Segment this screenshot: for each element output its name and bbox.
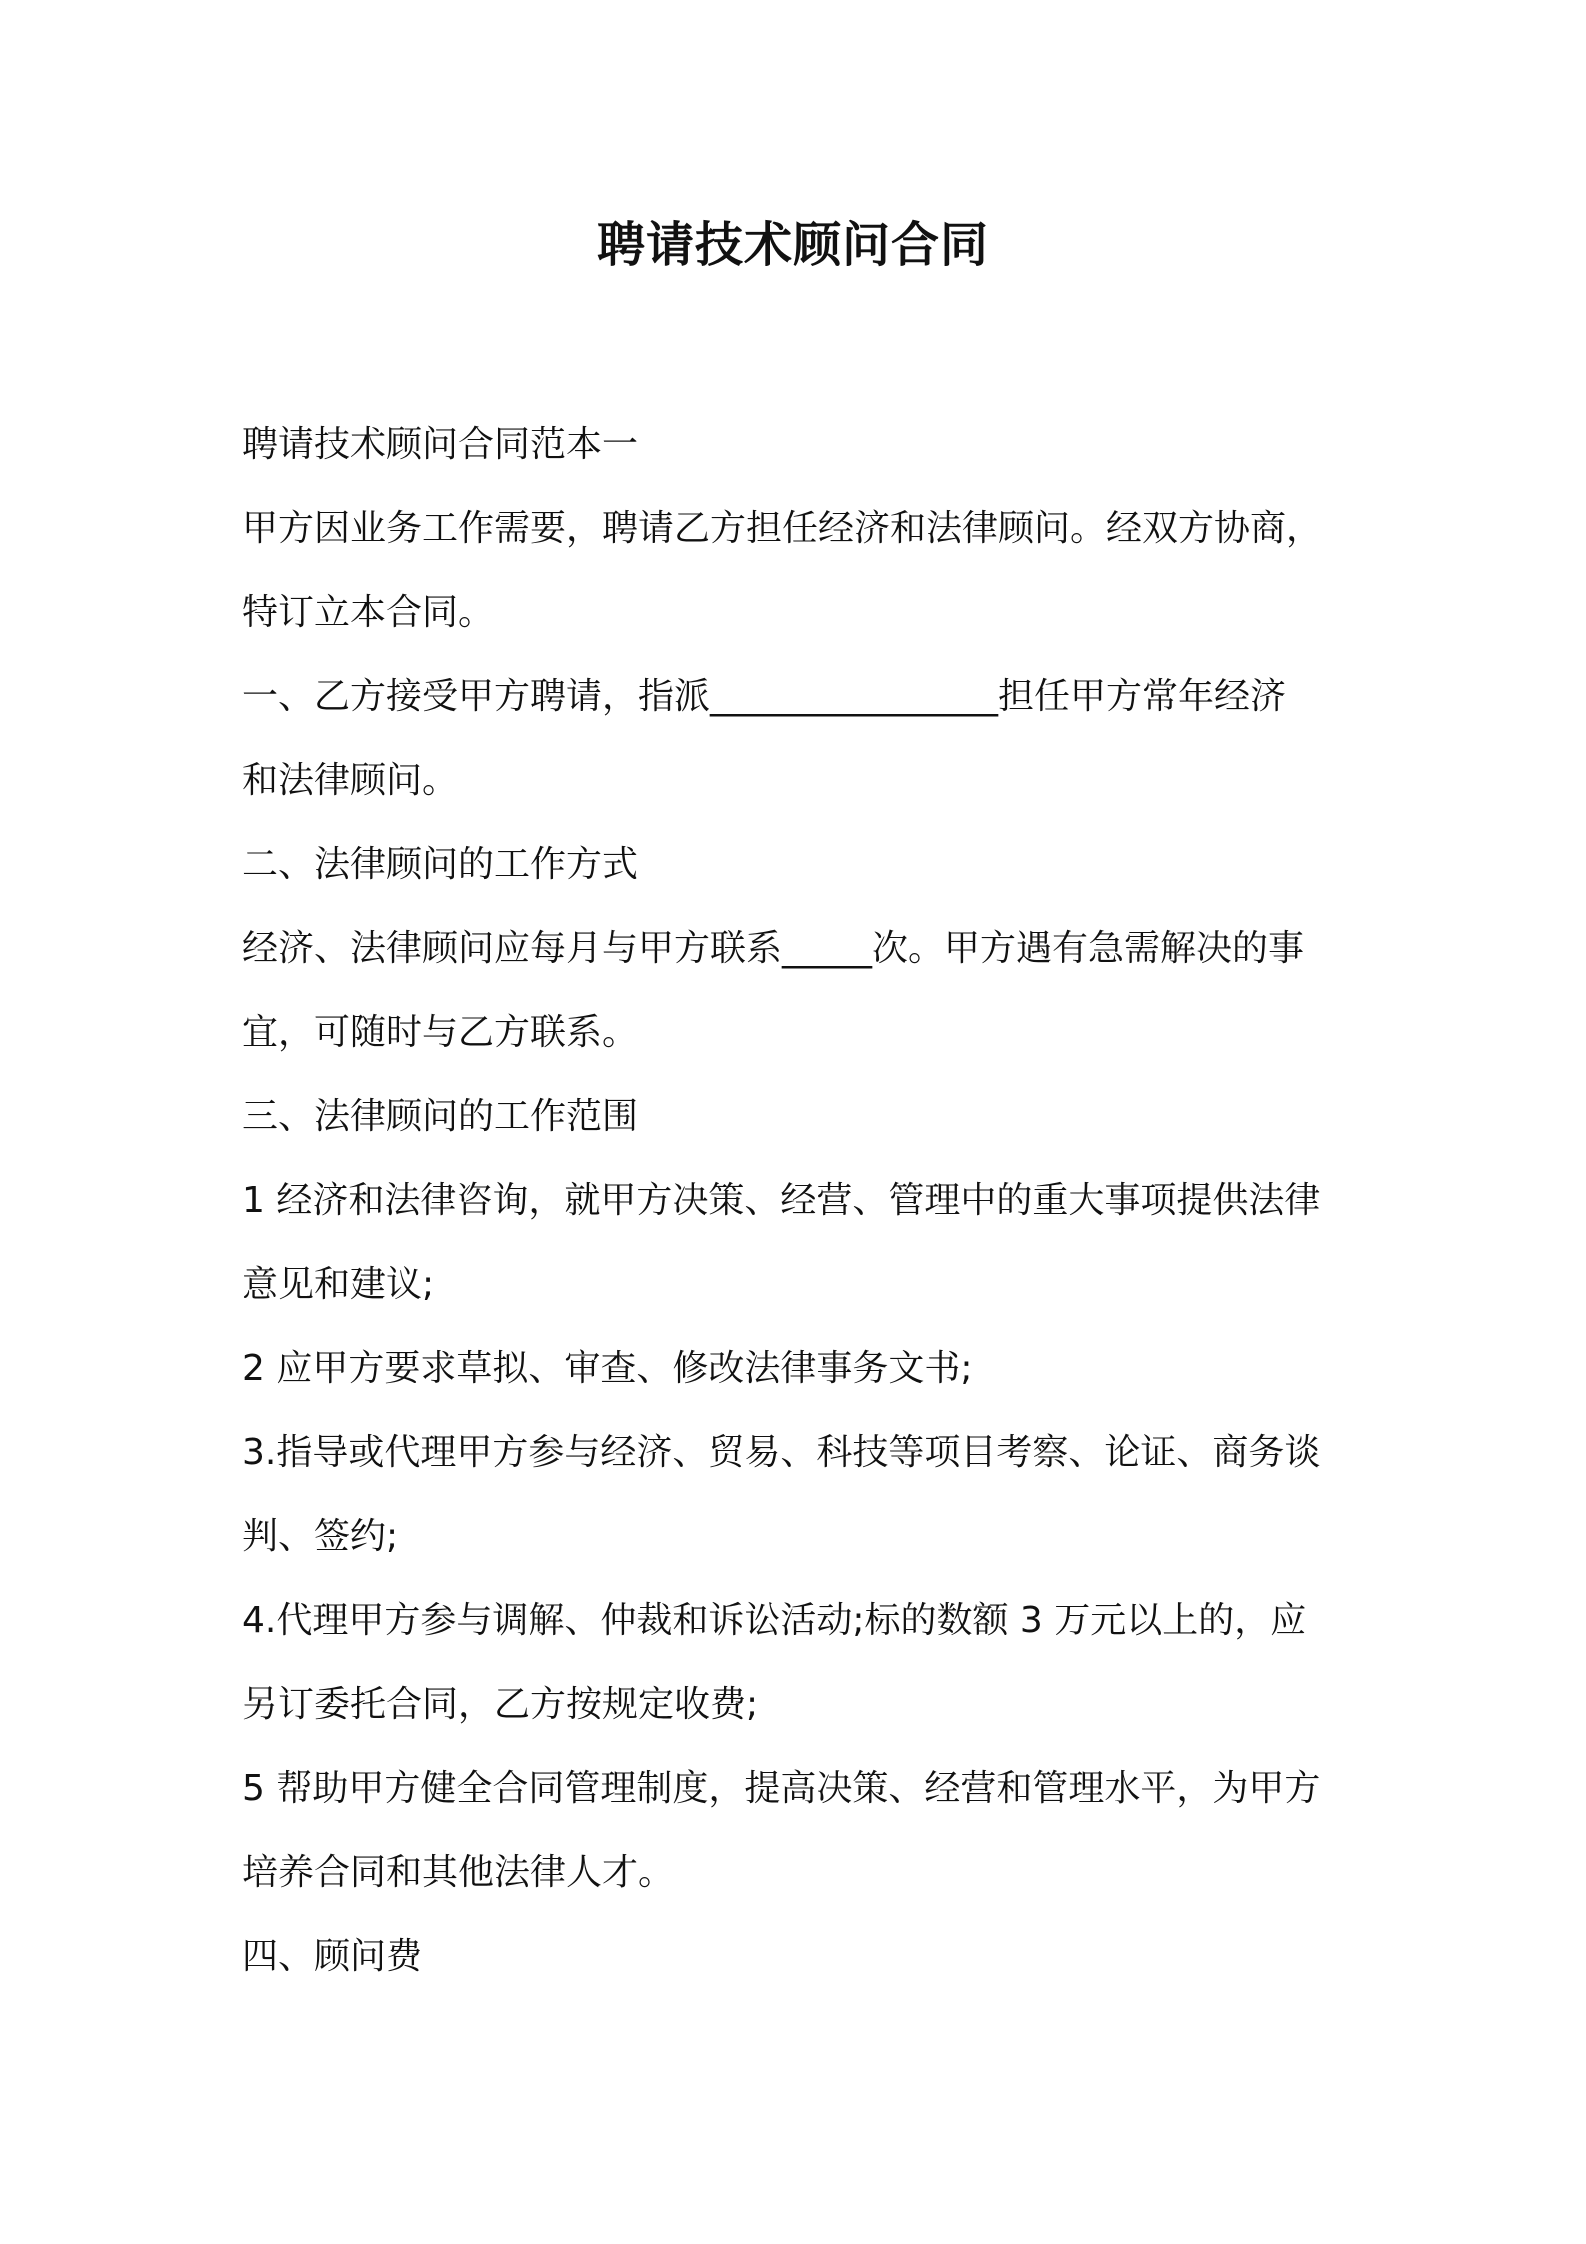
list-item-line: 4.代理甲方参与调解、仲裁和诉讼活动;标的数额 3 万元以上的，应 bbox=[242, 1600, 1307, 1641]
paragraph-line: 经济、法律顾问应每月与甲方联系_____次。甲方遇有急需解决的事 bbox=[242, 928, 1305, 969]
list-item-line: 意见和建议; bbox=[242, 1264, 435, 1305]
section-heading: 聘请技术顾问合同范本一 bbox=[242, 424, 639, 465]
section-heading: 三、法律顾问的工作范围 bbox=[242, 1096, 639, 1137]
document-body bbox=[242, 403, 1352, 1999]
paragraph-line: 特订立本合同。 bbox=[242, 592, 495, 633]
paragraph-line: 一、乙方接受甲方聘请，指派________________担任甲方常年经济 bbox=[242, 676, 1287, 717]
list-item-line: 判、签约; bbox=[242, 1516, 399, 1557]
paragraph-line: 和法律顾问。 bbox=[242, 760, 459, 801]
list-item-line: 另订委托合同，乙方按规定收费; bbox=[242, 1684, 759, 1725]
list-item-line: 3.指导或代理甲方参与经济、贸易、科技等项目考察、论证、商务谈 bbox=[242, 1432, 1321, 1473]
list-item-line: 5 帮助甲方健全合同管理制度，提高决策、经营和管理水平，为甲方 bbox=[242, 1768, 1321, 1809]
section-heading: 二、法律顾问的工作方式 bbox=[242, 844, 639, 885]
paragraph-line: 甲方因业务工作需要，聘请乙方担任经济和法律顾问。经双方协商， bbox=[242, 508, 1323, 549]
document-title: 聘请技术顾问合同 bbox=[596, 217, 989, 273]
list-item-line: 培养合同和其他法律人才。 bbox=[242, 1852, 675, 1893]
list-item-line: 1 经济和法律咨询，就甲方决策、经营、管理中的重大事项提供法律 bbox=[242, 1180, 1321, 1221]
paragraph-line: 宜，可随时与乙方联系。 bbox=[242, 1012, 639, 1053]
section-heading: 四、顾问费 bbox=[242, 1936, 423, 1977]
list-item-line: 2 应甲方要求草拟、审查、修改法律事务文书; bbox=[242, 1348, 973, 1389]
